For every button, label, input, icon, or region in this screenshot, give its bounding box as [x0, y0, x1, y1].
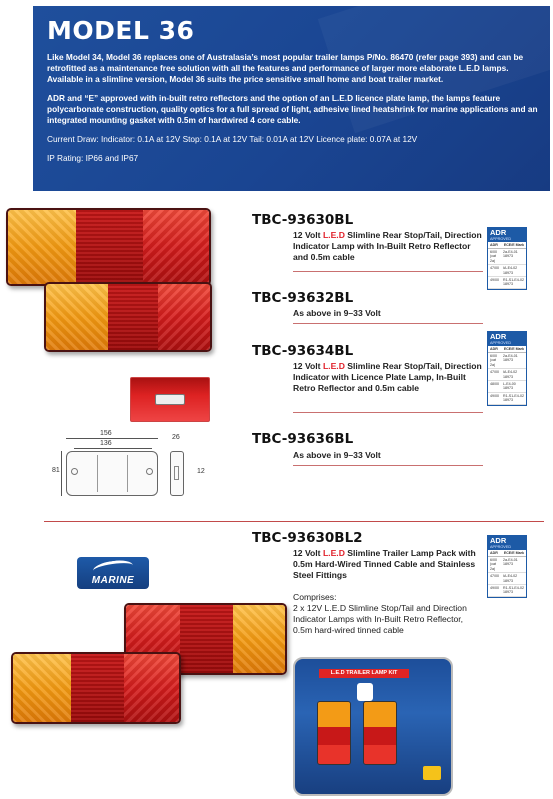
lamp-outline-front: [66, 451, 158, 496]
product-code-93630bl2: TBC-93630BL2: [252, 530, 363, 546]
dim-depth: 26: [172, 434, 180, 441]
dim-thickness: 12: [197, 468, 205, 475]
product-desc-93630bl: 12 Volt L.E.D Slimline Rear Stop/Tail, Direction Indicator Lamp with In-Built Retro Reflector and 0.5m cable: [293, 230, 482, 262]
marine-logo: MARINE: [77, 557, 149, 589]
product-code-93632bl: TBC-93632BL: [252, 290, 354, 306]
pack-badge: [357, 683, 373, 701]
divider: [293, 412, 483, 413]
adr-approval-badge: ADR APPROVED ADR ECE/E Mark 6/00 (cat 2a) 2a-E4-01 18973 47/00 IA-E4-02 18973 48/00 L-E4-00 18973 49/00 R1-S1-E4-02 18973: [487, 331, 527, 406]
dim-width-outer: 156: [100, 430, 112, 437]
pack-sticker: [423, 766, 441, 780]
adr-approval-badge: ADR APPROVED ADR ECE/E Mark 6/00 (cat 2a) 2a-E4-01 18973 47/00 IA-E4-02 18973 49/00 R1-S1-E4-02 18973: [487, 227, 527, 290]
ip-rating: IP Rating: IP66 and IP67: [47, 153, 139, 163]
divider: [293, 323, 483, 324]
product-desc-93632bl: As above in 9–33 Volt: [293, 308, 381, 318]
lamp-outline-side: [170, 451, 184, 496]
features-paragraph: ADR and “E” approved with in-built retro reflectors and the option of an L.E.D licence plate lamp, the lamps feature polycarbonate construction, quality optics for a full spread of light, adhesive lined heatshrink for marine applications and an integrated mounting gasket with 0.5m of hardwired 4 core cable.: [47, 93, 538, 125]
divider: [293, 271, 483, 272]
lamp-image-back: [6, 208, 211, 286]
model-title: MODEL 36: [47, 16, 195, 45]
comprises-label: Comprises:: [293, 592, 337, 602]
section-divider: [44, 521, 544, 522]
product-code-93636bl: TBC-93636BL: [252, 431, 354, 447]
licence-plate-lamp-detail: [130, 377, 210, 422]
dim-width-inner: 136: [100, 440, 112, 447]
product-desc-93634bl: 12 Volt L.E.D Slimline Rear Stop/Tail, Direction Indicator with Licence Plate Lamp, In-Built Retro Reflector and 0.5m cable: [293, 361, 482, 393]
dim-height: 81: [52, 467, 60, 474]
divider: [293, 465, 483, 466]
pack-title: L.E.D TRAILER LAMP KIT: [319, 669, 409, 678]
product-desc-93630bl2: 12 Volt L.E.D Slimline Trailer Lamp Pack with 0.5m Hard-Wired Tinned Cable and Stainless Steel Fittings: [293, 548, 476, 580]
licence-plate-lamp: [155, 394, 185, 405]
current-draw: Current Draw: Indicator: 0.1A at 12V Stop: 0.1A at 12V Tail: 0.01A at 12V Licence plate: 0.07A at 12V: [47, 134, 418, 144]
product-code-93630bl: TBC-93630BL: [252, 212, 354, 228]
product-desc-93636bl: As above in 9–33 Volt: [293, 450, 381, 460]
trailer-lamp-front: [11, 652, 181, 724]
product-code-93634bl: TBC-93634BL: [252, 343, 354, 359]
header-banner: [33, 6, 550, 191]
lamp-pack-image: [293, 657, 453, 796]
comprises-text: 2 x 12V L.E.D Slimline Stop/Tail and Direction Indicator Lamps with In-Built Retro Reflector, 0.5m hard-wired tinned cable: [293, 603, 467, 635]
intro-paragraph: Like Model 34, Model 36 replaces one of Australasia’s most popular trailer lamps P/No. 86470 (refer page 393) and can be retrofitted as a maintenance free solution with all the features and performance of larger more elaborate L.E.D lamps. Available in a slimline version, Model 36 suits the price sensitive small home and boat trailer market.: [47, 52, 524, 84]
adr-approval-badge: ADR APPROVED ADR ECE/E Mark 6/00 (cat 2a) 2a-E4-01 18973 47/00 IA-E4-02 18973 49/00 R1-S1-E4-02 18973: [487, 535, 527, 598]
lamp-image-front: [44, 282, 212, 352]
